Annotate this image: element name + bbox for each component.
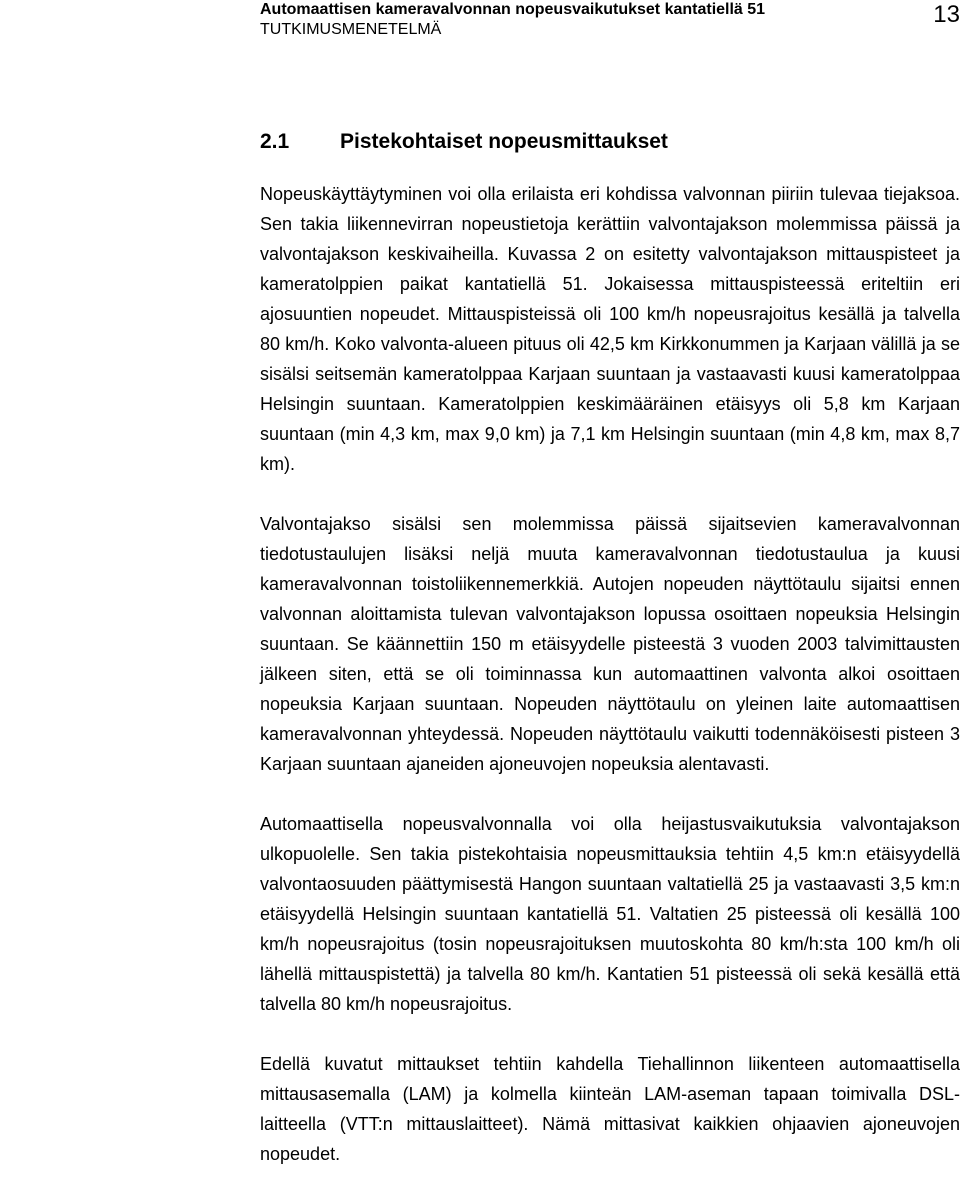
paragraph-measurement-points: Nopeuskäyttäytyminen voi olla erilaista eri kohdissa valvonnan piiriin tulevaa tiejaksoa. Sen takia liikennevirran nopeustietoja kerättiin valvontajakson molemmissa päissä ja valvontajakson keskivaiheilla. Kuvassa 2 on esitetty valvontajakson mittauspisteet ja kameratolppien paikat kantatiellä 51. Jokaisessa mittauspisteessä eriteltiin eri ajosuuntien nopeudet. Mittauspisteissä oli 100 km/h nopeusrajoitus kesällä ja talvella 80 km/h. Koko valvonta-alueen pituus oli 42,5 km Kirkkonummen ja Karjaan välillä ja se sisälsi seitsemän kameratolppaa Karjaan suuntaan ja vastaavasti kuusi kameratolppaa Helsingin suuntaan. Kameratolppien keskimääräinen etäisyys oli 5,8 km Karjaan suuntaan (min 4,3 km, max 9,0 km) ja 7,1 km Helsingin suuntaan (min 4,8 km, max 8,7 km). (260, 184, 960, 474)
paragraph-information-signs: Valvontajakso sisälsi sen molemmissa päissä sijaitsevien kameravalvonnan tiedotustaulujen lisäksi neljä muuta kameravalvonnan tiedotustaulua ja kuusi kameravalvonnan toistoliikennemerkkiä. Autojen nopeuden näyttötaulu sijaitsi ennen valvonnan aloittamista tulevan valvontajakson lopussa osoittaen nopeuksia Helsingin suuntaan. Se käännettiin 150 m etäisyydelle pisteestä 3 vuoden 2003 talvimittausten jälkeen siten, että se oli toiminnassa kun automaattinen valvonta alkoi osoittaen nopeuksia Karjaan suuntaan. Nopeuden näyttötaulu on yleinen laite automaattisen kameravalvonnan yhteydessä. Nopeuden näyttötaulu vaikutti todennäköisesti pisteen 3 Karjaan suuntaan ajaneiden ajoneuvojen nopeuksia alentavasti. (260, 514, 960, 774)
chapter-title: TUTKIMUSMENETELMÄ (260, 21, 442, 38)
page-body (260, 126, 960, 1199)
page-number: 13 (933, 1, 960, 28)
section-number: 2.1 (260, 130, 290, 153)
paragraph-reflection-effects: Automaattisella nopeusvalvonnalla voi olla heijastusvaikutuksia valvontajakson ulkopuolelle. Sen takia pistekohtaisia nopeusmittauksia tehtiin 4,5 km:n etäisyydellä valvontaosuuden päättymisestä Hangon suuntaan valtatiellä 25 ja vastaavasti 3,5 km:n etäisyydellä Helsingin suuntaan kantatiellä 51. Valtatien 25 pisteessä oli kesällä 100 km/h nopeusrajoitus (tosin nopeusrajoituksen muutoskohta 80 km/h:sta 100 km/h oli lähellä mittauspistettä) ja talvella 80 km/h. Kantatien 51 pisteessä oli sekä kesällä että talvella 80 km/h nopeusrajoitus. (260, 814, 960, 1014)
section-title: Pistekohtaiset nopeusmittaukset (340, 130, 668, 153)
section-heading (260, 126, 960, 158)
paragraph-measurement-devices: Edellä kuvatut mittaukset tehtiin kahdella Tiehallinnon liikenteen automaattisella mittausasemalla (LAM) ja kolmella kiinteän LAM-aseman tapaan toimivalla DSL-laitteella (VTT:n mittauslaitteet). Nämä mittasivat kaikkien ohjaavien ajoneuvojen nopeudet. (260, 1054, 960, 1164)
running-header (260, 0, 960, 40)
document-title: Automaattisen kameravalvonnan nopeusvaikutukset kantatiellä 51 (260, 1, 766, 18)
